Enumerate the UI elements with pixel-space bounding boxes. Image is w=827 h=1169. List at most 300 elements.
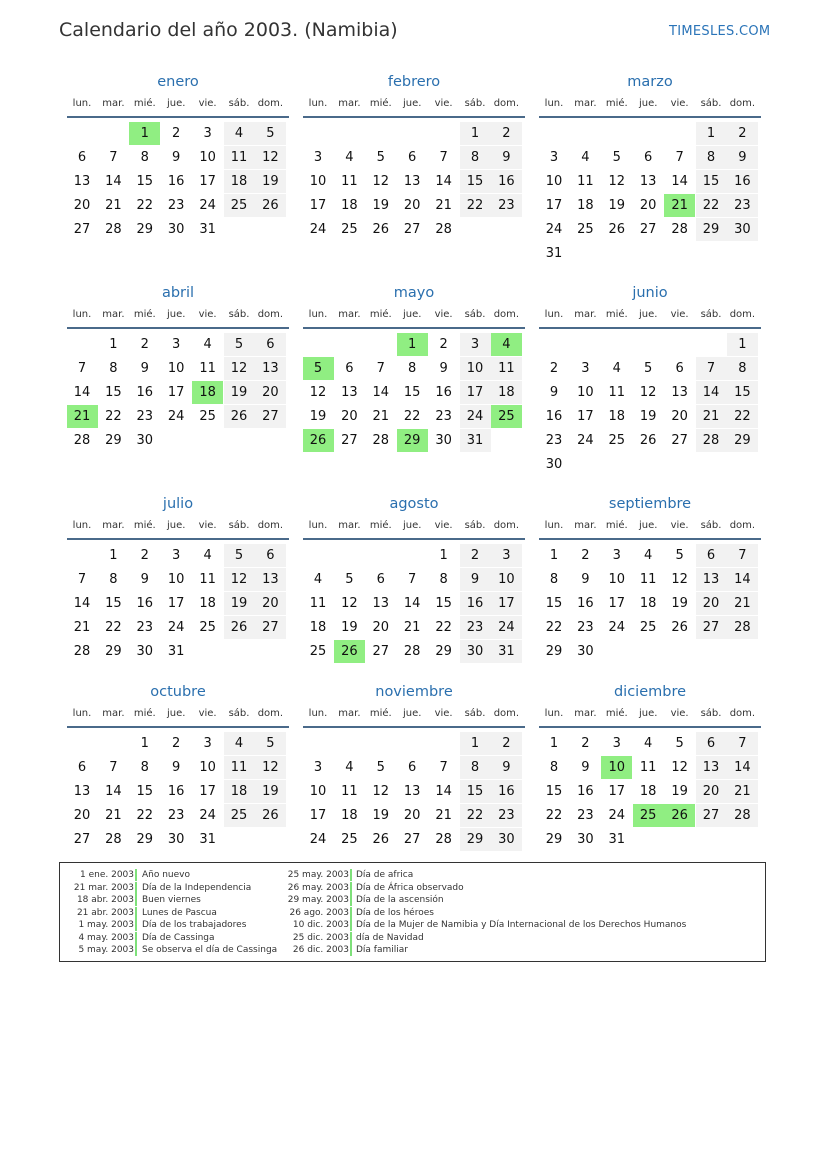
weekday-header: vie.: [198, 520, 217, 531]
holiday-day-cell: 25: [633, 804, 664, 827]
day-cell: 30: [136, 644, 154, 659]
holiday-day-cell: 18: [192, 381, 223, 404]
legend-holiday-name: Año nuevo: [142, 870, 191, 880]
day-cell: 30: [727, 218, 758, 241]
weekday-header: mié.: [605, 98, 628, 109]
day-cell: 2: [172, 736, 181, 751]
day-cell: 8: [140, 150, 149, 165]
day-cell: 2: [439, 337, 448, 352]
day-cell: 11: [577, 174, 594, 189]
weekday-header: sáb.: [464, 520, 486, 531]
day-cell: 21: [435, 808, 452, 823]
day-cell: 17: [491, 592, 522, 615]
day-cell: 21: [372, 409, 390, 424]
day-cell: 22: [545, 620, 563, 635]
day-cell: 7: [727, 732, 758, 755]
day-cell: 13: [255, 568, 286, 591]
day-cell: 19: [224, 592, 255, 615]
day-cell: 31: [608, 832, 626, 847]
day-cell: 6: [255, 544, 286, 567]
day-cell: 4: [581, 150, 590, 165]
day-cell: 1: [696, 122, 727, 145]
day-cell: 15: [545, 784, 563, 799]
weekday-header: mar.: [102, 98, 125, 109]
day-cell: 11: [341, 784, 358, 799]
legend-holiday-name: Buen viernes: [142, 895, 201, 905]
day-cell: 3: [172, 337, 181, 352]
day-cell: 29: [727, 429, 758, 452]
header-rule: [303, 116, 525, 118]
day-cell: 24: [199, 198, 216, 213]
day-cell: 16: [136, 596, 154, 611]
day-cell: 13: [73, 784, 91, 799]
day-cell: 4: [345, 150, 354, 165]
holiday-day-cell: 21: [67, 405, 98, 428]
day-cell: 22: [696, 194, 727, 217]
day-cell: 9: [439, 361, 448, 376]
day-cell: 13: [696, 756, 727, 779]
header-rule: [303, 726, 525, 728]
day-cell: 28: [727, 804, 758, 827]
day-cell: 18: [341, 808, 358, 823]
day-cell: 9: [581, 572, 590, 587]
day-cell: 8: [439, 572, 448, 587]
day-cell: 26: [639, 433, 657, 448]
legend-date: 29 may. 2003: [287, 895, 349, 905]
day-cell: 30: [545, 457, 563, 472]
day-cell: 4: [644, 736, 653, 751]
day-cell: 29: [460, 828, 491, 851]
weekday-header: dom.: [729, 708, 756, 719]
weekday-header: mié.: [605, 708, 628, 719]
day-cell: 2: [491, 732, 522, 755]
day-cell: 12: [341, 596, 358, 611]
holiday-day-cell: 10: [601, 756, 632, 779]
weekday-header: mié.: [369, 520, 392, 531]
day-cell: 18: [309, 620, 327, 635]
day-cell: 28: [73, 644, 91, 659]
day-cell: 3: [203, 126, 212, 141]
weekday-header: dom.: [729, 520, 756, 531]
day-cell: 20: [255, 592, 286, 615]
weekday-header: mié.: [605, 309, 628, 320]
day-cell: 2: [581, 736, 590, 751]
weekday-header: jue.: [166, 98, 186, 109]
weekday-header: mar.: [574, 98, 597, 109]
day-cell: 2: [549, 361, 559, 376]
day-cell: 14: [105, 784, 122, 799]
day-cell: 13: [403, 174, 421, 189]
day-cell: 19: [639, 409, 657, 424]
legend-date: 5 may. 2003: [78, 945, 134, 955]
day-cell: 13: [696, 568, 727, 591]
weekday-header: mar.: [574, 520, 597, 531]
weekday-header: lun.: [72, 309, 92, 320]
day-cell: 7: [408, 572, 417, 587]
month-title: noviembre: [375, 684, 453, 700]
day-cell: 23: [491, 804, 522, 827]
day-cell: 14: [727, 756, 758, 779]
day-cell: 8: [549, 572, 559, 587]
day-cell: 4: [612, 361, 621, 376]
day-cell: 27: [696, 616, 727, 639]
day-cell: 26: [255, 804, 286, 827]
legend-date: 21 mar. 2003: [73, 882, 134, 893]
day-cell: 15: [136, 174, 154, 189]
day-cell: 19: [671, 596, 688, 611]
weekday-header: sáb.: [700, 520, 722, 531]
legend-marker: [350, 919, 352, 931]
day-cell: 16: [136, 385, 154, 400]
day-cell: 17: [545, 198, 563, 213]
day-cell: 5: [644, 361, 653, 376]
weekday-header: lun.: [544, 309, 564, 320]
day-cell: 9: [581, 760, 590, 775]
day-cell: 22: [136, 198, 154, 213]
day-cell: 24: [608, 620, 626, 635]
legend-holiday-name: Día de los héroes: [356, 907, 434, 918]
day-cell: 23: [167, 198, 185, 213]
day-cell: 23: [136, 409, 154, 424]
day-cell: 25: [224, 194, 255, 217]
legend-date: 4 may. 2003: [78, 932, 134, 943]
day-cell: 22: [136, 808, 154, 823]
legend-marker: [135, 869, 137, 881]
day-cell: 4: [644, 548, 653, 563]
day-cell: 12: [608, 174, 626, 189]
day-cell: 6: [77, 150, 87, 165]
day-cell: 28: [696, 429, 727, 452]
day-cell: 20: [696, 780, 727, 803]
weekday-header: mar.: [574, 708, 597, 719]
day-cell: 6: [345, 361, 354, 376]
weekday-header: jue.: [402, 309, 422, 320]
header-rule: [539, 116, 761, 118]
weekday-header: sáb.: [228, 98, 250, 109]
holiday-day-cell: 1: [397, 333, 428, 356]
day-cell: 26: [671, 620, 688, 635]
day-cell: 10: [577, 385, 594, 400]
day-cell: 21: [403, 620, 421, 635]
day-cell: 31: [199, 832, 216, 847]
day-cell: 27: [639, 222, 657, 237]
day-cell: 6: [408, 760, 417, 775]
weekday-header: mar.: [338, 708, 361, 719]
day-cell: 25: [341, 832, 358, 847]
day-cell: 21: [105, 808, 122, 823]
day-cell: 10: [167, 572, 185, 587]
legend-holiday-name: Día de africa: [356, 870, 414, 880]
day-cell: 4: [203, 337, 212, 352]
day-cell: 30: [167, 222, 185, 237]
day-cell: 25: [224, 804, 255, 827]
day-cell: 24: [491, 616, 522, 639]
day-cell: 30: [577, 832, 594, 847]
month-title: mayo: [393, 285, 435, 301]
day-cell: 12: [255, 756, 286, 779]
day-cell: 7: [696, 357, 727, 380]
day-cell: 17: [199, 174, 216, 189]
day-cell: 1: [439, 548, 448, 563]
day-cell: 14: [73, 596, 91, 611]
day-cell: 10: [199, 760, 216, 775]
legend-holiday-name: Día de los trabajadores: [142, 920, 247, 930]
day-cell: 7: [727, 544, 758, 567]
legend-marker: [350, 882, 352, 894]
legend-holiday-name: Lunes de Pascua: [142, 907, 217, 918]
day-cell: 24: [309, 832, 327, 847]
day-cell: 22: [435, 620, 452, 635]
day-cell: 22: [727, 405, 758, 428]
day-cell: 8: [549, 760, 559, 775]
weekday-header: vie.: [198, 708, 217, 719]
legend-marker: [135, 894, 137, 906]
legend-date: 26 ago. 2003: [289, 907, 349, 918]
weekday-header: dom.: [257, 98, 284, 109]
day-cell: 11: [341, 174, 358, 189]
day-cell: 3: [549, 150, 559, 165]
day-cell: 29: [105, 644, 122, 659]
weekday-header: lun.: [72, 98, 92, 109]
day-cell: 1: [140, 736, 149, 751]
day-cell: 28: [403, 644, 421, 659]
day-cell: 2: [172, 126, 181, 141]
day-cell: 9: [549, 385, 559, 400]
weekday-header: vie.: [198, 98, 217, 109]
day-cell: 1: [727, 333, 758, 356]
day-cell: 12: [372, 174, 390, 189]
day-cell: 29: [136, 832, 154, 847]
weekday-header: lun.: [72, 520, 92, 531]
day-cell: 28: [73, 433, 91, 448]
weekday-header: mié.: [133, 520, 156, 531]
day-cell: 10: [491, 568, 522, 591]
day-cell: 4: [224, 732, 255, 755]
day-cell: 10: [309, 784, 327, 799]
day-cell: 3: [612, 736, 621, 751]
month-title: abril: [161, 285, 195, 301]
day-cell: 16: [727, 170, 758, 193]
day-cell: 27: [255, 405, 286, 428]
day-cell: 9: [491, 756, 522, 779]
day-cell: 5: [612, 150, 621, 165]
day-cell: 25: [639, 620, 657, 635]
day-cell: 9: [172, 760, 181, 775]
header-rule: [539, 726, 761, 728]
weekday-header: mar.: [338, 309, 361, 320]
weekday-header: lun.: [544, 708, 564, 719]
day-cell: 6: [696, 732, 727, 755]
day-cell: 3: [203, 736, 212, 751]
day-cell: 15: [136, 784, 154, 799]
day-cell: 6: [696, 544, 727, 567]
weekday-header: sáb.: [464, 98, 486, 109]
month-title: enero: [157, 74, 199, 90]
day-cell: 3: [612, 548, 621, 563]
legend-date: 25 dic. 2003: [292, 932, 349, 943]
day-cell: 31: [167, 644, 185, 659]
day-cell: 27: [696, 804, 727, 827]
day-cell: 26: [224, 405, 255, 428]
weekday-header: jue.: [402, 520, 422, 531]
day-cell: 27: [255, 616, 286, 639]
weekday-header: jue.: [638, 708, 658, 719]
day-cell: 20: [73, 808, 91, 823]
day-cell: 24: [167, 409, 185, 424]
holiday-day-cell: 1: [129, 122, 160, 145]
weekday-header: vie.: [670, 98, 689, 109]
day-cell: 13: [341, 385, 358, 400]
day-cell: 11: [608, 385, 626, 400]
day-cell: 13: [639, 174, 657, 189]
weekday-header: mar.: [102, 520, 125, 531]
day-cell: 6: [77, 760, 87, 775]
day-cell: 21: [73, 620, 91, 635]
day-cell: 5: [376, 760, 385, 775]
day-cell: 21: [727, 592, 758, 615]
weekday-header: dom.: [493, 708, 520, 719]
day-cell: 24: [167, 620, 185, 635]
weekday-header: sáb.: [228, 309, 250, 320]
day-cell: 28: [435, 222, 452, 237]
holiday-day-cell: 26: [664, 804, 695, 827]
day-cell: 18: [577, 198, 594, 213]
holiday-day-cell: 26: [334, 640, 365, 663]
weekday-header: mié.: [133, 98, 156, 109]
day-cell: 21: [435, 198, 452, 213]
day-cell: 13: [73, 174, 91, 189]
day-cell: 29: [105, 433, 122, 448]
day-cell: 14: [727, 568, 758, 591]
day-cell: 19: [372, 808, 390, 823]
day-cell: 4: [224, 122, 255, 145]
day-cell: 5: [376, 150, 385, 165]
month-title: marzo: [627, 74, 673, 90]
weekday-header: jue.: [638, 98, 658, 109]
weekday-header: mar.: [338, 98, 361, 109]
weekday-header: lun.: [72, 708, 92, 719]
weekday-header: lun.: [544, 98, 564, 109]
day-cell: 14: [372, 385, 390, 400]
day-cell: 28: [105, 832, 122, 847]
day-cell: 16: [167, 784, 185, 799]
legend-date: 26 dic. 2003: [292, 945, 349, 955]
month-title: junio: [632, 285, 668, 301]
day-cell: 18: [224, 170, 255, 193]
day-cell: 3: [491, 544, 522, 567]
day-cell: 13: [372, 596, 390, 611]
day-cell: 24: [577, 433, 594, 448]
day-cell: 23: [136, 620, 154, 635]
day-cell: 13: [671, 385, 688, 400]
day-cell: 20: [403, 808, 421, 823]
day-cell: 13: [403, 784, 421, 799]
weekday-header: mié.: [605, 520, 628, 531]
holiday-day-cell: 5: [303, 357, 334, 380]
day-cell: 22: [105, 409, 122, 424]
holiday-day-cell: 29: [397, 429, 428, 452]
weekday-header: dom.: [493, 520, 520, 531]
day-cell: 30: [136, 433, 154, 448]
holiday-day-cell: 26: [303, 429, 334, 452]
legend-date: 10 dic. 2003: [292, 920, 349, 930]
day-cell: 16: [167, 174, 185, 189]
weekday-header: dom.: [257, 309, 284, 320]
day-cell: 27: [403, 222, 421, 237]
legend-marker: [350, 932, 352, 944]
day-cell: 31: [199, 222, 216, 237]
weekday-header: lun.: [544, 520, 564, 531]
day-cell: 19: [671, 784, 688, 799]
day-cell: 11: [199, 572, 216, 587]
day-cell: 2: [491, 122, 522, 145]
legend-holiday-name: Día de la Independencia: [142, 882, 252, 893]
day-cell: 24: [199, 808, 216, 823]
day-cell: 9: [172, 150, 181, 165]
day-cell: 2: [140, 548, 149, 563]
header-rule: [67, 327, 289, 329]
day-cell: 15: [727, 381, 758, 404]
legend-holiday-name: Día de África observado: [356, 882, 464, 893]
day-cell: 6: [376, 572, 385, 587]
day-cell: 27: [73, 222, 91, 237]
day-cell: 23: [727, 194, 758, 217]
weekday-header: mar.: [102, 708, 125, 719]
day-cell: 9: [491, 146, 522, 169]
day-cell: 28: [435, 832, 452, 847]
legend-marker: [135, 944, 137, 956]
weekday-header: mié.: [369, 708, 392, 719]
weekday-header: vie.: [434, 98, 453, 109]
weekday-header: jue.: [402, 708, 422, 719]
day-cell: 6: [408, 150, 417, 165]
day-cell: 10: [309, 174, 327, 189]
weekday-header: jue.: [166, 520, 186, 531]
month-title: julio: [162, 496, 194, 512]
day-cell: 11: [491, 357, 522, 380]
day-cell: 31: [545, 246, 563, 261]
day-cell: 28: [671, 222, 688, 237]
legend-holiday-name: Día de la Mujer de Namibia y Día Internacional de los Derechos Humanos: [356, 920, 687, 930]
site-logo[interactable]: TIMESLES.COM: [669, 24, 771, 39]
day-cell: 7: [439, 760, 448, 775]
day-cell: 16: [491, 170, 522, 193]
weekday-header: jue.: [166, 309, 186, 320]
day-cell: 9: [460, 568, 491, 591]
day-cell: 24: [309, 222, 327, 237]
day-cell: 15: [403, 385, 421, 400]
legend-marker: [350, 869, 352, 881]
day-cell: 22: [403, 409, 421, 424]
day-cell: 10: [545, 174, 563, 189]
header-rule: [539, 538, 761, 540]
day-cell: 22: [460, 804, 491, 827]
day-cell: 25: [199, 620, 216, 635]
holiday-day-cell: 25: [491, 405, 522, 428]
day-cell: 3: [460, 333, 491, 356]
day-cell: 9: [727, 146, 758, 169]
day-cell: 23: [167, 808, 185, 823]
day-cell: 25: [341, 222, 358, 237]
day-cell: 7: [77, 572, 87, 587]
day-cell: 19: [224, 381, 255, 404]
day-cell: 16: [460, 592, 491, 615]
day-cell: 26: [372, 222, 390, 237]
day-cell: 4: [313, 572, 323, 587]
weekday-header: sáb.: [464, 309, 486, 320]
day-cell: 23: [577, 808, 594, 823]
day-cell: 14: [403, 596, 421, 611]
